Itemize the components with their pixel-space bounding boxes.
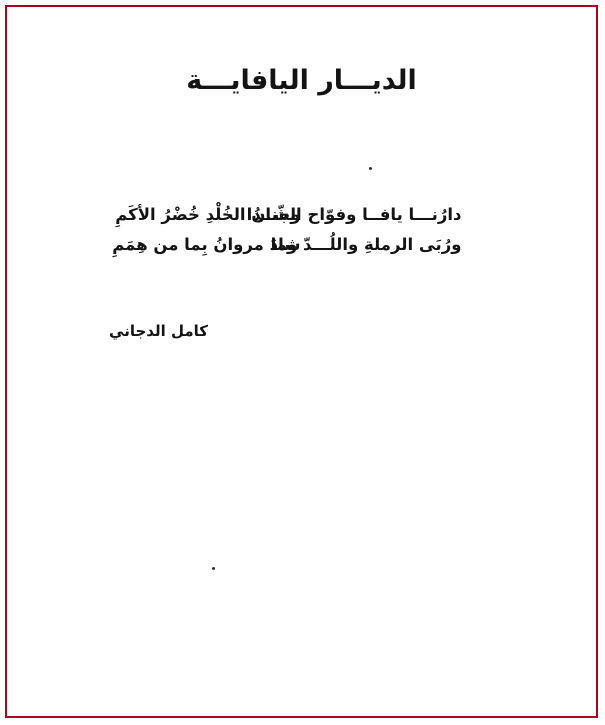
document-page (5, 5, 598, 718)
hemistich-right: دارُنـــا يافــا وفوّاح الشّــذا (246, 205, 462, 224)
hemistich-right: ورُبَى الرملةِ واللُـــدّ وما (270, 235, 462, 254)
hemistich-left: وجنانُ الخُلْدِ خُضْرُ الأكَمِ (115, 205, 301, 224)
hemistich-left: شادَ مروانُ بِما من هِمَمِ (112, 235, 301, 254)
page-content (7, 7, 596, 716)
upper-dot-mark (369, 167, 372, 170)
lower-dot-mark (212, 567, 215, 570)
poem-line (7, 205, 596, 224)
poem-block (7, 205, 596, 265)
poem-line (7, 235, 596, 254)
author-name: كامل الدجاني (109, 322, 208, 340)
page-title: الديـــار اليافايـــة (186, 65, 417, 96)
